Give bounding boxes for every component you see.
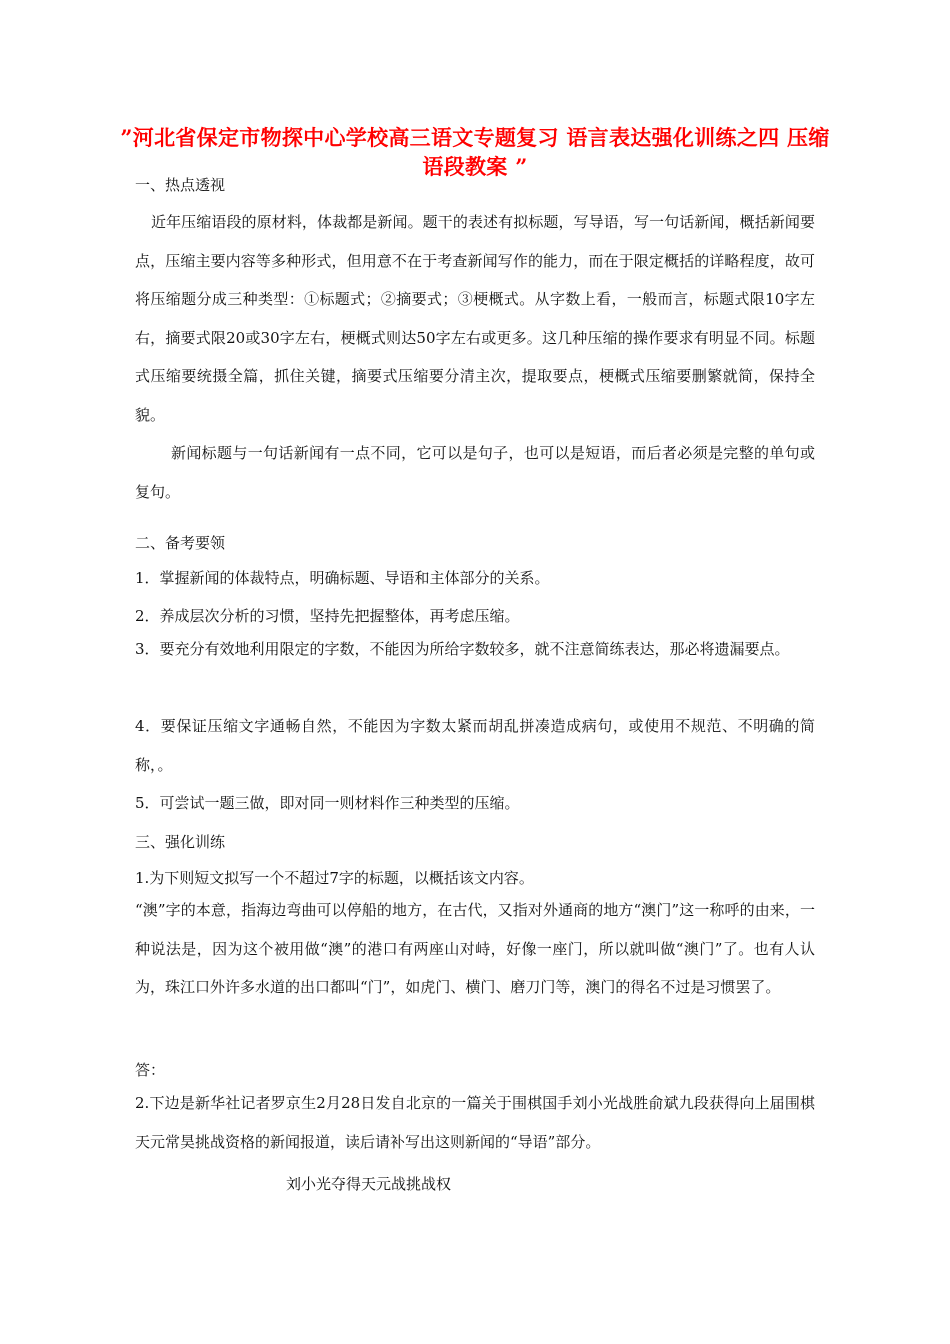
prep-item-5: 5．可尝试一题三做，即对同一则材料作三种类型的压缩。: [135, 794, 520, 812]
prep-item-1: 1．掌握新闻的体裁特点，明确标题、导语和主体部分的关系。: [135, 569, 550, 587]
paragraph-intro: 近年压缩语段的原材料，体裁都是新闻。题干的表述有拟标题，写导语，写一句话新闻，概括新闻要点，压缩主要内容等多种形式，但用意不在于考查新闻写作的能力，而在于限定概括的详略程度，故可将压缩题分成三种类型：①标题式；②摘要式；③梗概式。从字数上看，一般而言，标题式限10字左右，摘要式限20或30字左右，梗概式则达50字左右或更多。这几种压缩的操作要求有明显不同。标题式压缩要统摄全篇，抓住关键，摘要式压缩要分清主次，提取要点，梗概式压缩要删繁就简，保持全貌。: [135, 213, 815, 424]
question-2: 2.下边是新华社记者罗京生2月28日发自北京的一篇关于围棋国手刘小光战胜俞斌九段获得向上届围棋天元常昊挑战资格的新闻报道，读后请补写出这则新闻的“导语”部分。: [135, 1094, 815, 1151]
section-heading-hotspot: 一、热点透视: [135, 176, 226, 194]
section-heading-prep: 二、备考要领: [135, 534, 226, 552]
paragraph-headline-note: 新闻标题与一句话新闻有一点不同，它可以是句子，也可以是短语，而后者必须是完整的单句或复句。: [135, 444, 815, 501]
prep-item-4: 4．要保证压缩文字通畅自然，不能因为字数太紧而胡乱拼凑造成病句，或使用不规范、不明确的简称，。: [135, 717, 815, 774]
question-1: 1.为下则短文拟写一个不超过7字的标题，以概括该文内容。: [135, 869, 534, 887]
prep-item-2: 2．养成层次分析的习惯，坚持先把握整体，再考虑压缩。: [135, 607, 520, 625]
prep-item-3: 3．要充分有效地利用限定的字数，不能因为所给字数较多，就不注意简练表达，那必将遗漏要点。: [135, 640, 790, 658]
question-1-passage: “澳”字的本意，指海边弯曲可以停船的地方，在古代，又指对外通商的地方“澳门”这一称呼的由来，一种说法是，因为这个被用做“澳”的港口有两座山对峙，好像一座门，所以就叫做“澳门”了。也有人认为，珠江口外许多水道的出口都叫“门”，如虎门、横门、磨刀门等，澳门的得名不过是习惯罢了。: [135, 901, 815, 996]
section-heading-training: 三、强化训练: [135, 833, 226, 851]
document-title: ”河北省保定市物探中心学校高三语文专题复习 语言表达强化训练之四 压缩语段教案 ”: [120, 125, 830, 179]
news-headline: 刘小光夺得天元战挑战权: [286, 1175, 452, 1193]
answer-label: 答：: [135, 1061, 166, 1079]
